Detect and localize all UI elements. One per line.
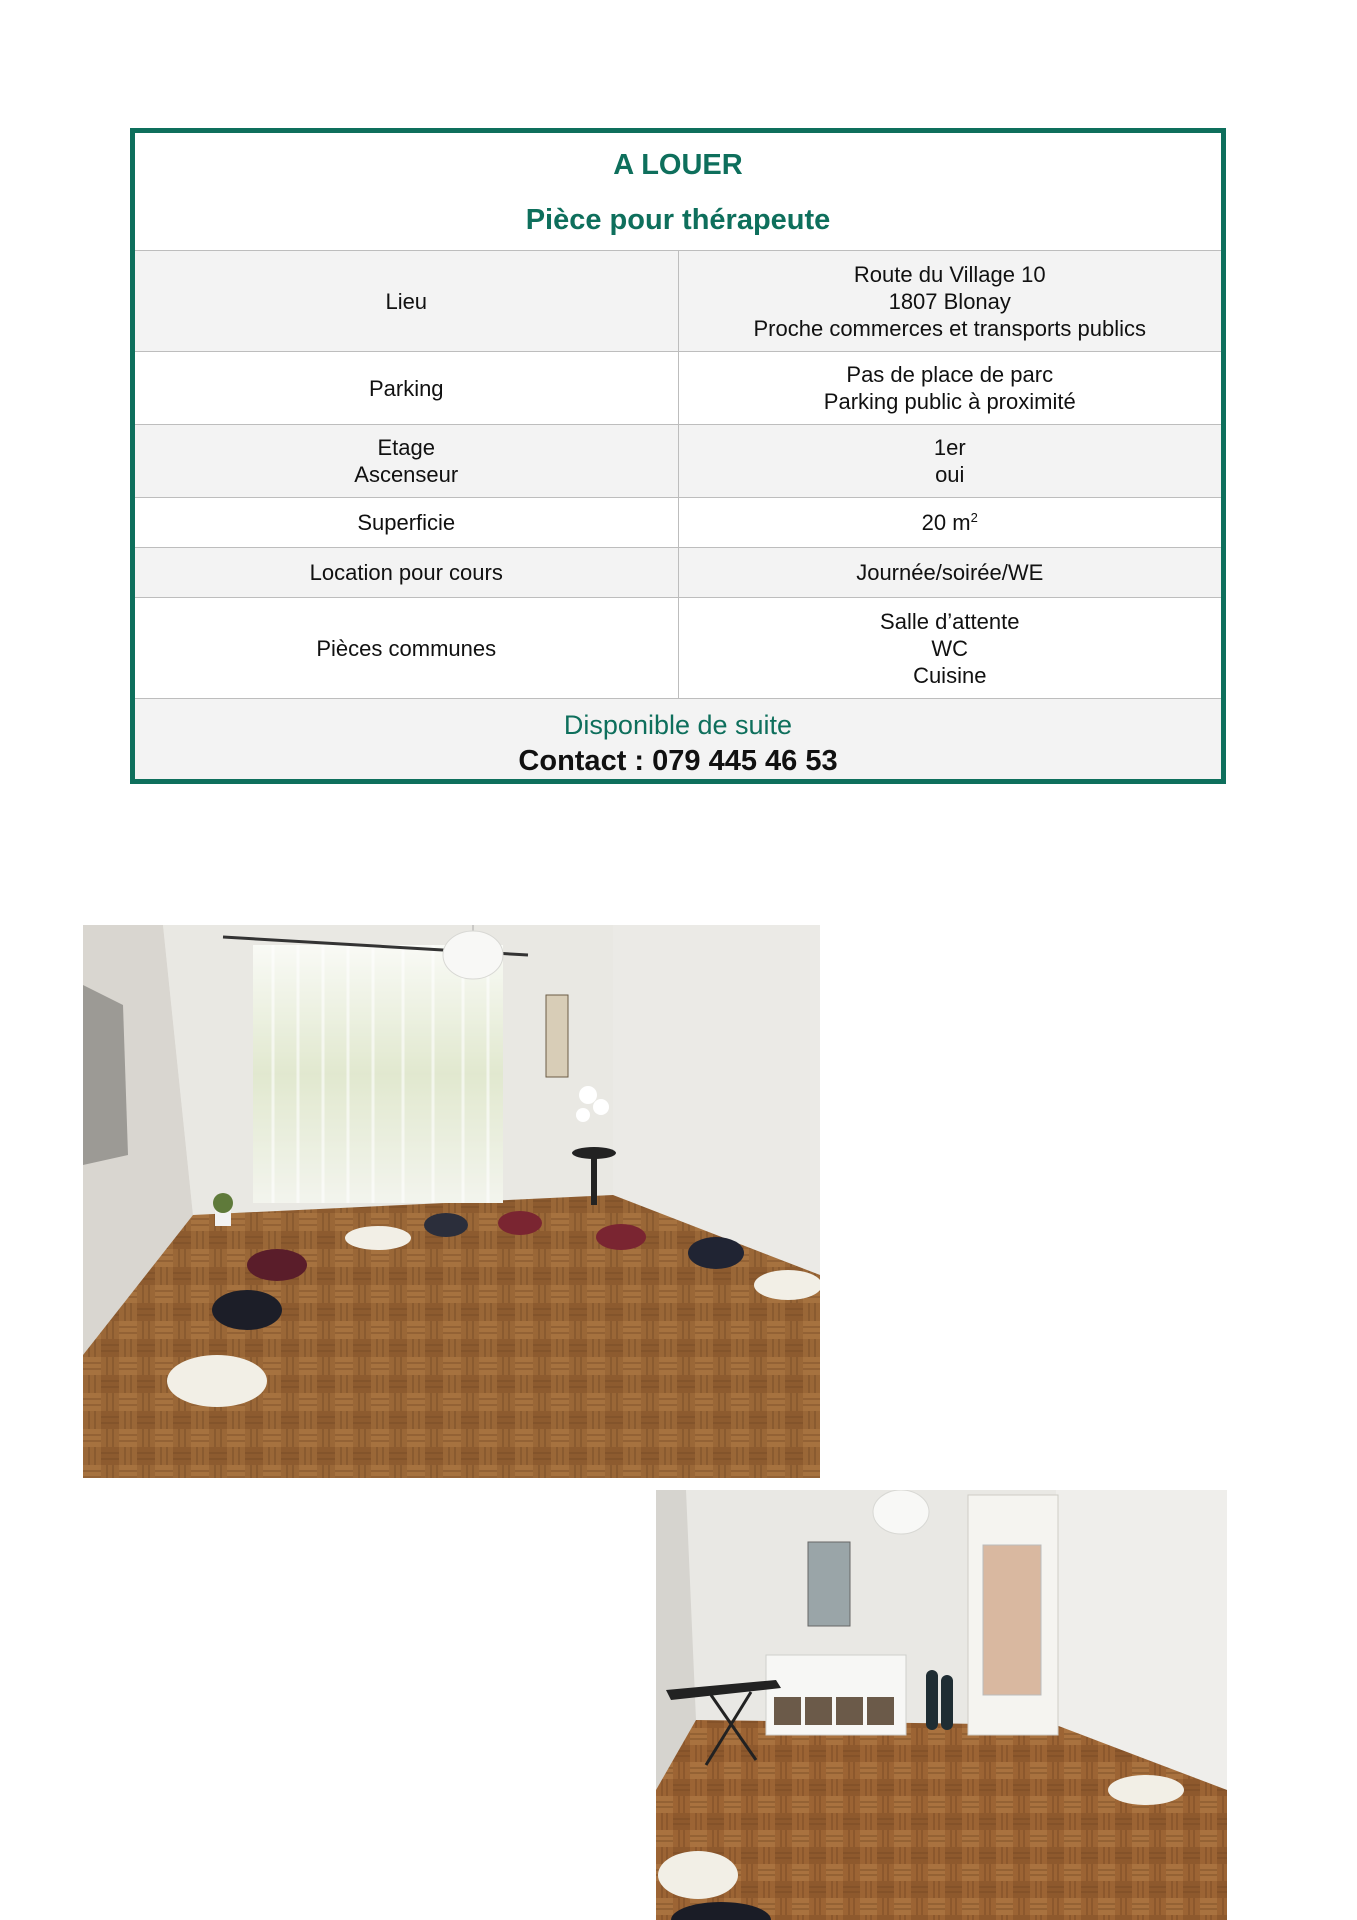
contact-phone: Contact : 079 445 46 53 xyxy=(518,745,838,777)
row-label xyxy=(135,251,679,351)
value-line: Cuisine xyxy=(913,662,987,688)
row-etage xyxy=(135,425,1221,498)
label-line: Etage xyxy=(377,435,435,460)
row-label xyxy=(135,425,679,497)
row-value xyxy=(679,251,1222,351)
row-superficie xyxy=(135,498,1221,548)
row-label xyxy=(135,548,679,597)
value-line: WC xyxy=(931,635,969,661)
value-line xyxy=(922,509,978,536)
room-photo-window-image xyxy=(83,925,820,1478)
area-exponent: 2 xyxy=(970,510,978,525)
row-lieu xyxy=(135,251,1221,352)
row-value xyxy=(679,498,1222,547)
row-value xyxy=(679,548,1222,597)
row-location-cours xyxy=(135,548,1221,598)
availability-text: Disponible de suite xyxy=(563,710,793,740)
value-line: Proche commerces et transports publics xyxy=(753,315,1146,341)
value-line: Salle d’attente xyxy=(880,608,1020,634)
value-line: Parking public à proximité xyxy=(823,389,1076,414)
value-line: Journée/soirée/WE xyxy=(856,560,1044,585)
label-line: Lieu xyxy=(385,288,428,314)
room-photo-window xyxy=(83,925,820,1478)
listing-footer xyxy=(135,699,1221,779)
listing-table xyxy=(130,128,1226,784)
value-line: 1807 Blonay xyxy=(888,288,1011,314)
listing-header xyxy=(135,133,1221,251)
value-line: 1er xyxy=(933,435,966,460)
room-photo-shelf xyxy=(656,1490,1227,1920)
row-value xyxy=(679,352,1222,424)
row-label xyxy=(135,598,679,698)
row-label xyxy=(135,498,679,547)
label-line: Parking xyxy=(368,375,444,401)
row-pieces-communes xyxy=(135,598,1221,699)
area-value: 20 m xyxy=(921,510,971,535)
value-line: Pas de place de parc xyxy=(846,362,1054,387)
label-line: Ascenseur xyxy=(354,462,459,487)
label-line: Location pour cours xyxy=(309,560,503,585)
row-value xyxy=(679,425,1222,497)
value-line: oui xyxy=(935,462,965,487)
room-photo-shelf-image xyxy=(656,1490,1227,1920)
row-parking xyxy=(135,352,1221,425)
listing-subtitle: Pièce pour thérapeute xyxy=(525,204,831,236)
row-value xyxy=(679,598,1222,698)
label-line: Pièces communes xyxy=(316,635,497,661)
label-line: Superficie xyxy=(357,510,456,535)
value-line: Route du Village 10 xyxy=(853,261,1046,287)
row-label xyxy=(135,352,679,424)
listing-title: A LOUER xyxy=(613,149,743,181)
